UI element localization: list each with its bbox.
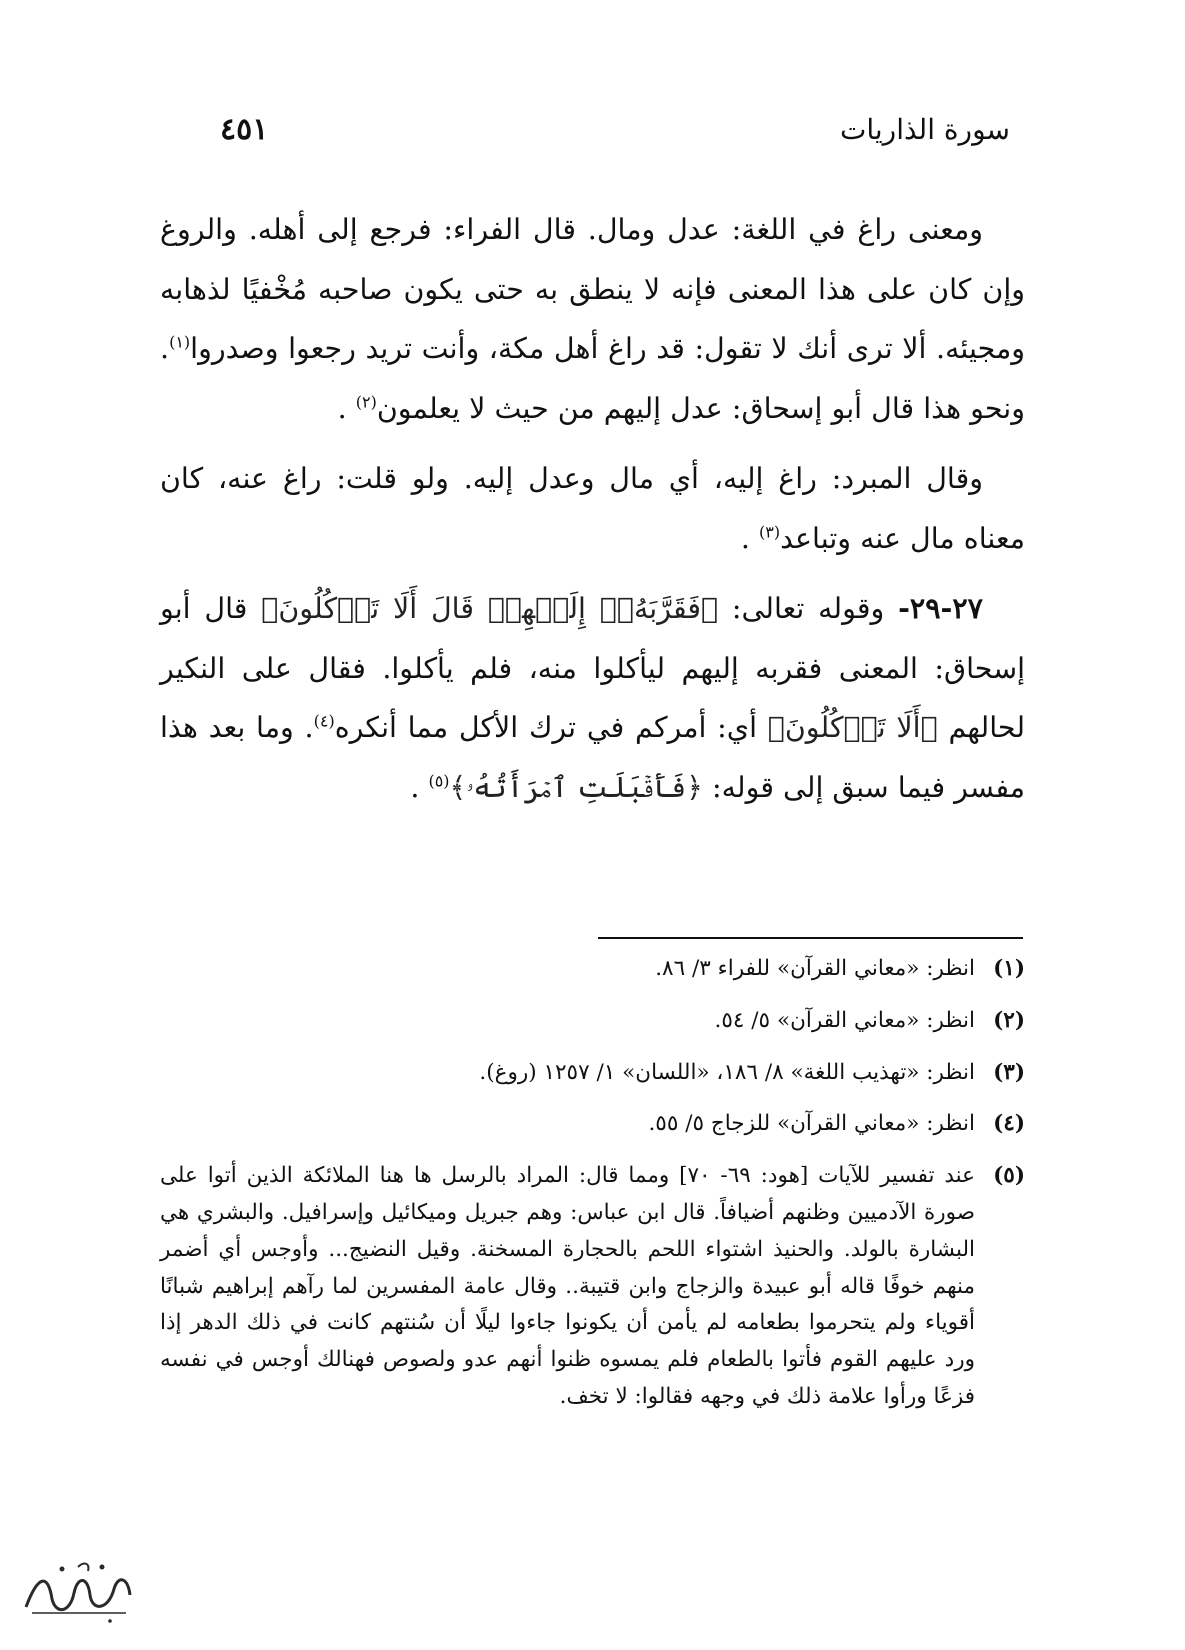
footnote xyxy=(160,1003,1025,1040)
calligraphy-logo-icon xyxy=(18,1555,138,1625)
footnotes xyxy=(160,951,1025,1431)
footnote-text: انظر: «معاني القرآن» للزجاج ٥/ ٥٥. xyxy=(648,1111,975,1137)
page-number: ٤٥١ xyxy=(220,112,269,147)
paragraph-text: . وما بعد هذا مفسر فيما سبق إلى قوله: xyxy=(160,711,1025,804)
paragraph-text: أي: أمركم في ترك الأكل مما أنكره xyxy=(334,711,768,744)
footnote-number: (٤) xyxy=(993,1111,1025,1137)
paragraph-text: . xyxy=(740,521,759,555)
footnote xyxy=(160,1158,1025,1416)
footnote xyxy=(160,951,1025,988)
paragraph-3 xyxy=(160,579,1025,817)
footnote-separator xyxy=(598,937,1023,939)
paragraph-text: وقال المبرد: راغ إليه، أي مال وعدل إليه. ولو قلت: راغ عنه، كان معناه مال عنه وتباعد xyxy=(160,462,1025,555)
paragraph-text: قال أبو إسحاق: المعنى فقربه إليهم ليأكلوا منه، فلم يأكلوا. فقال على النكير لحالهم xyxy=(160,592,1026,744)
paragraph-2 xyxy=(160,449,1025,568)
page-header xyxy=(165,110,1010,160)
footnote-ref: (٣) xyxy=(759,522,781,541)
footnote-number: (٢) xyxy=(993,1007,1025,1033)
footnote-number: (٣) xyxy=(993,1059,1025,1085)
footnote-text: انظر: «معاني القرآن» للفراء ٣/ ٨٦. xyxy=(655,956,975,981)
verse-numbers: ٢٧-٢٩- xyxy=(898,591,983,625)
main-text xyxy=(160,200,1025,828)
paragraph-text: ومعنى راغ في اللغة: عدل ومال. قال الفراء: فرجع إلى أهله. والروغ وإن كان على هذا المعنى فإنه لا ينطق به حتى يكون صاحبه مُخْفيًا لذهابه ومجيئه. ألا ترى أنك لا تقول: قد راغ أهل مكة، وأنت تريد رجعوا وصدروا xyxy=(160,213,1025,365)
footnote-ref: (٥) xyxy=(428,771,450,790)
footnote-ref: (٤) xyxy=(313,711,335,731)
footnote-ref: (٢) xyxy=(355,392,377,411)
paragraph-1 xyxy=(160,200,1025,438)
footnote xyxy=(160,1055,1025,1092)
footnote-ref: (١) xyxy=(169,332,191,352)
quran-quote: ﴿فَقَرَّبَهُۥٓ إِلَيۡهِمۡ قَالَ أَلَا تَأۡكُلُونَ﴾ xyxy=(261,592,719,625)
paragraph-text: وقوله تعالى: xyxy=(718,592,899,625)
footnote-number: (٥) xyxy=(993,1163,1025,1189)
quran-quote: ﴿أَلَا تَأۡكُلُونَ﴾ xyxy=(767,711,938,744)
footnote-text: عند تفسير للآيات [هود: ٦٩- ٧٠] ومما قال: المراد بالرسل ها هنا الملائكة الذين أتوا على صورة الآدميين وظنهم أضيافاً. قال ابن عباس: وهم جبريل وميكائيل وإسرافيل. والبشري هي البشارة بالولد. والحنيذ اشتواء اللحم بالحجارة المسخنة. وقيل النضيج... وأوجس أي أضمر منهم خوفًا قاله أبو عبيدة والزجاج وابن قتيبة.. وقال عامة المفسرين لما رآهم إبراهيم شبانًا أقوياء ولم يتحرموا بطعامه لم يأمن أن يكونوا جاءوا ليلًا أن سُنتهم كانت في ذلك الدهر إذا ورد عليهم القوم فأتوا بالطعام فلم يمسوه ظنوا أنهم عدو ولصوص فهنالك أوجس في نفسه فزعًا ورأوا علامة ذلك في وجهه فقالوا: لا تخف. xyxy=(160,1163,975,1409)
footnote-number: (١) xyxy=(993,956,1025,981)
footnote-text: انظر: «تهذيب اللغة» ٨/ ١٨٦، «اللسان» ١/ ١٢٥٧ (روغ). xyxy=(479,1059,975,1085)
surah-title: سورة الذاريات xyxy=(839,113,1010,146)
footnote xyxy=(160,1106,1025,1143)
paragraph-text: . xyxy=(410,770,429,804)
footnote-text: انظر: «معاني القرآن» ٥/ ٥٤. xyxy=(714,1007,975,1033)
paragraph-text: . ونحو هذا قال أبو إسحاق: عدل إليهم من حيث لا يعلمون xyxy=(160,332,1025,425)
paragraph-text: . xyxy=(337,391,356,425)
publisher-stamp-logo xyxy=(18,1555,138,1625)
quran-quote: ﴿فَأَقۡبَلَتِ ٱمۡرَأَتُهُۥ﴾ xyxy=(449,770,703,804)
